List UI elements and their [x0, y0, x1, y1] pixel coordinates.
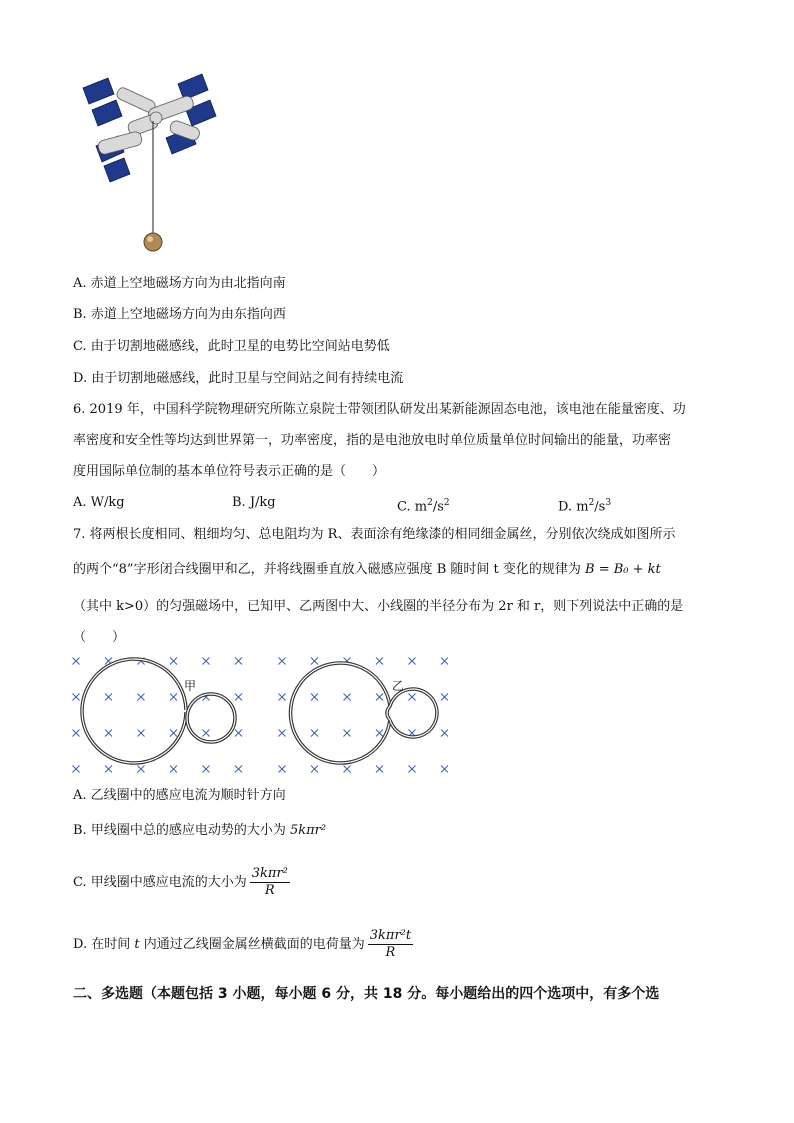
field-mark-icon: [203, 658, 210, 665]
q6-option-c: C. $m^2/s^2$: [397, 498, 450, 515]
field-mark-icon: [344, 730, 351, 737]
field-mark-icon: [279, 730, 286, 737]
q6-option-a: A. W/kg: [73, 495, 125, 510]
field-mark-icon: [235, 658, 242, 665]
field-mark-icon: [73, 694, 80, 701]
field-mark-icon: [311, 730, 318, 737]
q6-option-d: D. $m^2/s^3$: [558, 498, 612, 515]
section-2-heading: 二、多选题（本题包括 3 小题，每小题 6 分，共 18 分。每小题给出的四个选项中，有多个选: [73, 986, 660, 1002]
field-mark-icon: [311, 658, 318, 665]
field-mark-icon: [170, 694, 177, 701]
field-mark-icon: [376, 658, 383, 665]
q7-line-4: （ ）: [73, 630, 126, 645]
space-station-figure: [78, 66, 228, 256]
field-mark-icon: [376, 694, 383, 701]
field-mark-icon: [235, 694, 242, 701]
q5-option-b: B. 赤道上空地磁场方向为由东指向西: [73, 307, 286, 322]
q6-line-3: 度用国际单位制的基本单位符号表示正确的是（ ）: [73, 464, 386, 479]
field-mark-icon: [105, 766, 112, 773]
label-yi: 乙: [392, 679, 405, 693]
coil-figure-jia: [66, 650, 252, 776]
q6-option-b: B. J/kg: [232, 495, 276, 510]
field-mark-icon: [138, 694, 145, 701]
field-mark-icon: [105, 694, 112, 701]
field-mark-icon: [105, 730, 112, 737]
field-mark-icon: [344, 694, 351, 701]
field-mark-icon: [409, 694, 416, 701]
field-mark-icon: [235, 766, 242, 773]
field-mark-icon: [376, 730, 383, 737]
q7-formula: B = B₀ + kt: [585, 562, 661, 577]
field-mark-icon: [279, 658, 286, 665]
q6-line-2: 率密度和安全性等均达到世界第一，功率密度，指的是电池放电时单位质量单位时间输出的能量，功率密: [73, 433, 672, 448]
q7-line-2: 的两个“8”字形闭合线圈甲和乙，并将线圈垂直放入磁感应强度 B 随时间 t 变化的规律为 B = B₀ + kt: [73, 562, 661, 577]
field-mark-icon: [235, 730, 242, 737]
field-mark-icon: [441, 730, 448, 737]
field-mark-icon: [376, 766, 383, 773]
field-mark-icon: [279, 766, 286, 773]
field-mark-icon: [138, 766, 145, 773]
field-mark-icon: [170, 658, 177, 665]
q7-line-1: 7. 将两根长度相同、粗细均匀、总电阻均为 R、表面涂有绝缘漆的相同细金属丝，分别依次绕成如图所示: [73, 527, 676, 542]
q7-option-a: A. 乙线圈中的感应电流为顺时针方向: [73, 788, 286, 803]
field-mark-icon: [279, 694, 286, 701]
field-mark-icon: [441, 766, 448, 773]
q7-line-3: （其中 k>0）的匀强磁场中，已知甲、乙两图中大、小线圈的半径分布为 2r 和 r，则下列说法中正确的是: [73, 599, 684, 614]
q5-option-c: C. 由于切割地磁感线，此时卫星的电势比空间站电势低: [73, 339, 390, 354]
field-mark-icon: [441, 658, 448, 665]
field-mark-icon: [203, 730, 210, 737]
field-mark-icon: [441, 694, 448, 701]
field-mark-icon: [409, 658, 416, 665]
field-mark-icon: [344, 766, 351, 773]
field-mark-icon: [73, 730, 80, 737]
field-mark-icon: [409, 766, 416, 773]
field-mark-icon: [311, 766, 318, 773]
q5-option-a: A. 赤道上空地磁场方向为由北指向南: [73, 276, 286, 291]
field-mark-icon: [203, 766, 210, 773]
q7-option-c: C. 甲线圈中感应电流的大小为 $\frac{\text{3kπr²}}{R}$: [73, 866, 288, 898]
field-mark-icon: [73, 658, 80, 665]
q7-option-b: B. 甲线圈中总的感应电动势的大小为 5kπr²: [73, 823, 327, 838]
q5-option-d: D. 由于切割地磁感线，此时卫星与空间站之间有持续电流: [73, 371, 404, 386]
q7-option-d: D. 在时间 t 内通过乙线圈金属丝横截面的电荷量为 $\frac{\text{3kπr²t}}{R}$: [73, 928, 412, 960]
field-mark-icon: [311, 694, 318, 701]
field-mark-icon: [73, 766, 80, 773]
field-mark-icon: [138, 730, 145, 737]
field-mark-icon: [170, 730, 177, 737]
label-jia: 甲: [184, 679, 197, 693]
field-mark-icon: [170, 766, 177, 773]
q6-line-1: 6. 2019 年，中国科学院物理研究所陈立泉院士带领团队研发出某新能源固态电池，该电池在能量密度、功: [73, 402, 686, 417]
coil-figure-yi: [272, 650, 452, 776]
